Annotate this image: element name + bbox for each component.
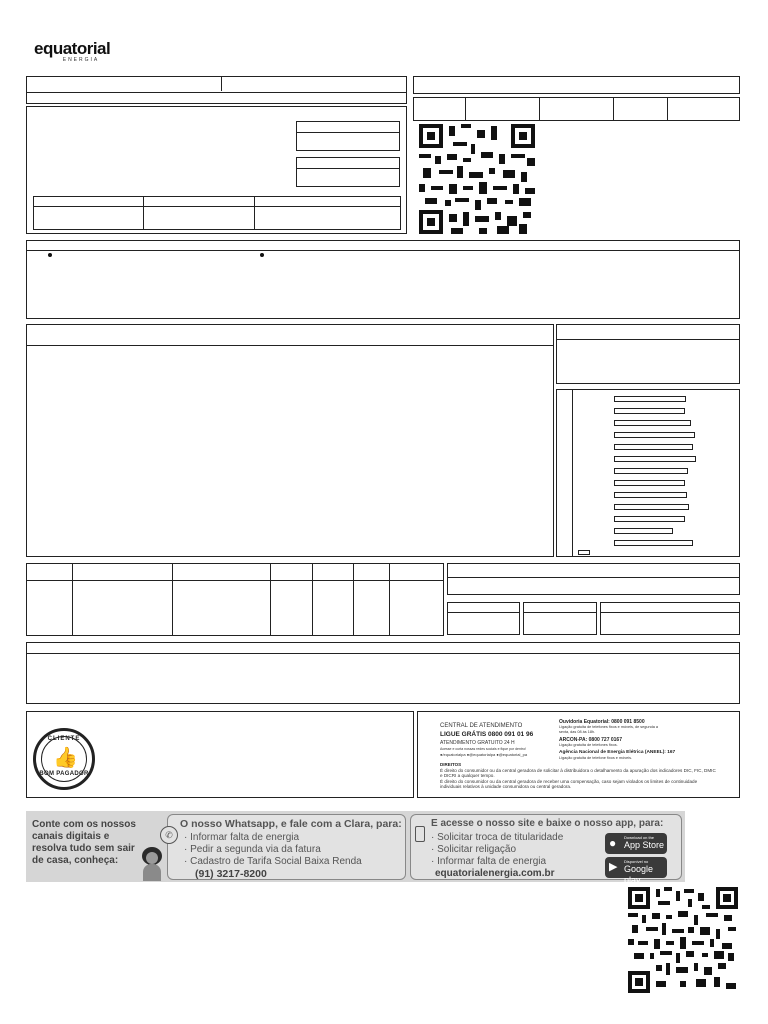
pix-qr-code <box>419 124 535 234</box>
site-app-panel <box>410 814 682 885</box>
direitos-1: É direito do consumidor ou da central geradora de solicitar à distribuidora o detalhamento da apuração dos indicadores DIC, FIC, DMIC e DICRI a qualquer tempo. <box>440 768 716 779</box>
history-bar <box>614 444 693 450</box>
digital-channels-lead: Conte com os nossos canais digitais e resolva tudo sem sair de casa, conheça: <box>32 819 136 866</box>
indicator-cell-2 <box>523 602 597 635</box>
logo-subtext: ENERGIA <box>62 57 100 63</box>
reading-field-2 <box>296 157 400 187</box>
apple-icon: ● <box>609 836 617 850</box>
atendimento: ATENDIMENTO GRATUITO 24 H <box>440 740 515 746</box>
customer-info-box <box>26 106 407 234</box>
whatsapp-phone[interactable]: (91) 3217-8200 <box>195 868 267 880</box>
aneel-note: Ligação gratuita de telefone fixos e móveis. <box>559 756 633 760</box>
ligue-gratis: LIGUE GRÁTIS 0800 091 01 96 <box>440 731 534 738</box>
brand-logo <box>34 40 118 66</box>
consumption-history-chart <box>556 389 740 557</box>
contact-box <box>417 711 740 798</box>
site-item-3: · Informar falta de energia <box>431 856 547 867</box>
instagram-icon: ● <box>466 752 470 757</box>
tax-info-box <box>556 324 740 384</box>
customer-header-box <box>26 76 407 104</box>
bullet-2 <box>260 253 264 257</box>
whatsapp-item-3: · Cadastro de Tarifa Social Baixa Renda <box>184 856 362 867</box>
direitos-title: DIREITOS <box>440 762 462 767</box>
facebook-icon: ● <box>440 752 443 757</box>
ouvidoria: Ouvidoria Equatorial: 0800 091 8500 <box>559 719 645 725</box>
twitter-link[interactable]: @equatorial_pa <box>498 752 528 757</box>
history-bar <box>614 528 673 534</box>
thumbs-up-icon: 👍 <box>53 747 78 769</box>
phone-icon <box>415 826 425 842</box>
central-title: CENTRAL DE ATENDIMENTO <box>440 723 523 729</box>
invoice-summary-row <box>413 97 740 121</box>
social-links <box>440 752 527 758</box>
history-bar <box>614 420 691 426</box>
history-bar <box>614 492 687 498</box>
history-bar <box>614 504 689 510</box>
meter-table <box>33 196 401 230</box>
site-item-1: · Solicitar troca de titularidade <box>431 832 564 843</box>
messages-box <box>26 642 740 704</box>
ouvidoria-note: Ligação gratuita de telefones fixos e móveis, de segunda a sexta, das 08 às 18h. <box>559 725 658 734</box>
history-bar <box>614 432 695 438</box>
history-bar <box>614 408 685 414</box>
history-bar <box>614 540 693 546</box>
google-play-button[interactable]: ▶ Disponível no Google play <box>605 857 667 878</box>
play-icon: ▶ <box>609 861 618 873</box>
seal-bottom-text: BOM PAGADOR <box>39 771 89 777</box>
arcon-note: Ligação gratuita de telefones fixos. <box>559 743 618 747</box>
whatsapp-item-1: · Informar falta de energia <box>184 832 300 843</box>
notices-box <box>26 240 740 319</box>
readings-table <box>26 563 444 636</box>
whatsapp-item-2: · Pedir a segunda via da fatura <box>184 844 321 855</box>
instagram-link[interactable]: @equatorialpa <box>469 752 496 757</box>
direitos-2: É direito do consumidor ou da central geradora de receber uma compensação, caso sejam violados os limites de continuidade individuais relativos à unidade consumidora ou central geradora. <box>440 779 698 790</box>
quality-indicators-box <box>447 563 740 595</box>
bom-pagador-seal <box>33 728 95 790</box>
digital-channels-banner <box>26 811 685 885</box>
history-bar <box>614 516 685 522</box>
site-title: E acesse o nosso site e baixe o nosso app, para: <box>431 818 664 829</box>
history-bar <box>614 480 685 486</box>
site-url[interactable]: equatorialenergia.com.br <box>435 868 555 879</box>
billing-items-box <box>26 324 554 557</box>
indicator-cell-1 <box>447 602 520 635</box>
history-legend-box <box>578 550 590 555</box>
logo-text: equatorial <box>34 39 111 58</box>
clara-avatar <box>140 847 164 881</box>
reading-field-1 <box>296 121 400 151</box>
indicator-cell-3 <box>600 602 740 635</box>
twitter-icon: ● <box>496 752 499 757</box>
seal-top-text: CLIENTE <box>47 736 81 742</box>
app-store-button[interactable]: ● Download on the App Store <box>605 833 667 854</box>
facebook-link[interactable]: /equatorialpa <box>442 752 466 757</box>
arcon: ARCON-PA: 0800 727 0167 <box>559 737 622 743</box>
aneel: Agência Nacional de Energia Elétrica (ANEEL): 167 <box>559 750 676 755</box>
social-lead: Acesse e curta nossas redes sociais e fique por dentro! <box>440 747 526 751</box>
history-bar <box>614 456 696 462</box>
history-bar <box>614 468 688 474</box>
seal-box <box>26 711 414 798</box>
whatsapp-panel <box>167 814 406 880</box>
site-item-2: · Solicitar religação <box>431 844 517 855</box>
invoice-header-box <box>413 76 740 94</box>
whatsapp-icon: ✆ <box>160 826 178 844</box>
bottom-qr-code <box>628 887 738 993</box>
bullet-1 <box>48 253 52 257</box>
whatsapp-title: O nosso Whatsapp, e fale com a Clara, para: <box>180 818 402 830</box>
history-bar <box>614 396 686 402</box>
